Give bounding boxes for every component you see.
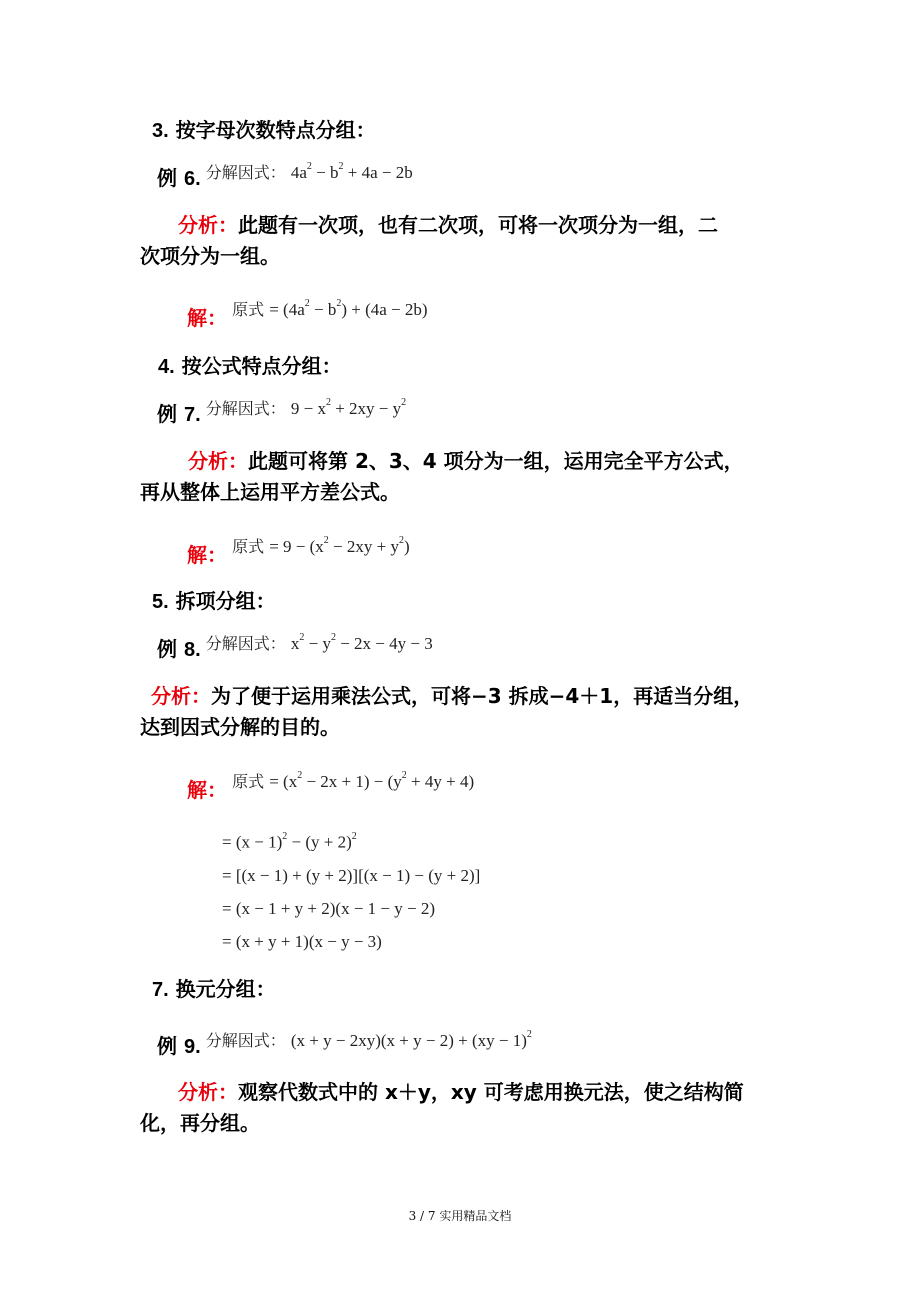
section-title: 按公式特点分组： (181, 354, 342, 378)
solution-step: = (x − 1 + y + 2)(x − 1 − y − 2) (222, 898, 436, 918)
analysis-label: 分析： (178, 213, 238, 237)
solution-expression: = $(4a^2 - b^2) + (4a - 2b)$ (269, 298, 428, 319)
example-7 (157, 398, 406, 427)
example-expression: $4a^2 - b^2 + 4a - 2b$ (290, 161, 413, 182)
example-8 (157, 633, 433, 662)
analysis-label: 分析： (151, 684, 211, 708)
example-6 (157, 162, 413, 191)
solution-expression: = $(x^2 - 2x + 1) - (y^2 + 4y + 4)$ (269, 770, 475, 791)
analysis-text: 观察代数式中的 x＋y，xy 可考虑用换元法，使之结构简 (238, 1080, 744, 1104)
section-number: 4. (158, 356, 175, 378)
solution-step: = (x + y + 1)(x − y − 3) (222, 931, 382, 951)
solution-expression: = $9 - (x^2 - 2xy + y^2)$ (269, 535, 410, 556)
analysis-text: 此题有一次项，也有二次项，可将一次项分为一组，二 (238, 213, 718, 237)
section-heading-5 (152, 585, 276, 614)
example-label: 例 9. (157, 1034, 201, 1058)
solution-step: = [(x − 1) + (y + 2)][(x − 1) − (y + 2)] (222, 865, 481, 885)
example-expression: (x + y − 2xy)(x + y − 2) + (xy − 1)$^2$ (290, 1029, 532, 1050)
analysis-text: 次项分为一组。 (140, 244, 280, 268)
section-title: 拆项分组： (175, 589, 276, 613)
section-number: 5. (152, 591, 169, 613)
solution-step: = $(x - 1)^2 - (y + 2)^2$ (222, 831, 357, 852)
section-heading-3 (152, 114, 376, 143)
example-expression: $9 - x^2 + 2xy - y^2$ (290, 397, 407, 418)
solution-label: 解： (187, 543, 227, 567)
example-9 (157, 1030, 532, 1059)
analysis-text: 再从整体上运用平方差公式。 (140, 480, 400, 504)
section-number: 3. (152, 120, 169, 142)
analysis-8 (140, 681, 753, 743)
analysis-label: 分析： (188, 449, 248, 473)
section-title: 换元分组： (175, 977, 276, 1001)
solution-label: 解： (187, 306, 227, 330)
section-heading-7 (152, 973, 276, 1002)
solution-7 (187, 529, 410, 567)
section-heading-4 (158, 350, 342, 379)
analysis-text: 达到因式分解的目的。 (140, 715, 340, 739)
solution-prefix: 原式 (232, 537, 265, 556)
analysis-text: 化，再分组。 (140, 1111, 260, 1135)
analysis-text: 为了便于运用乘法公式，可将−3 拆成−4＋1，再适当分组， (211, 684, 754, 708)
example-label: 例 8. (157, 637, 201, 661)
example-prompt: 分解因式： (205, 634, 286, 653)
example-prompt: 分解因式： (205, 399, 286, 418)
page-footer: 3 / 7 实用精品文档 (408, 1209, 512, 1223)
solution-6 (187, 292, 428, 330)
analysis-7 (140, 446, 744, 508)
analysis-text: 此题可将第 2、3、4 项分为一组，运用完全平方公式， (248, 449, 744, 473)
example-label: 例 6. (157, 166, 201, 190)
section-number: 7. (152, 979, 169, 1001)
analysis-9 (140, 1077, 744, 1139)
example-label: 例 7. (157, 402, 201, 426)
solution-prefix: 原式 (232, 772, 265, 791)
example-expression: $x^2 - y^2 - 2x - 4y - 3$ (290, 632, 433, 653)
solution-8-steps (222, 822, 480, 958)
example-prompt: 分解因式： (205, 1031, 286, 1050)
analysis-label: 分析： (178, 1080, 238, 1104)
section-title: 按字母次数特点分组： (175, 118, 376, 142)
example-prompt: 分解因式： (205, 163, 286, 182)
solution-label: 解： (187, 778, 227, 802)
solution-prefix: 原式 (232, 300, 265, 319)
solution-8 (187, 764, 475, 802)
analysis-6 (140, 210, 718, 272)
